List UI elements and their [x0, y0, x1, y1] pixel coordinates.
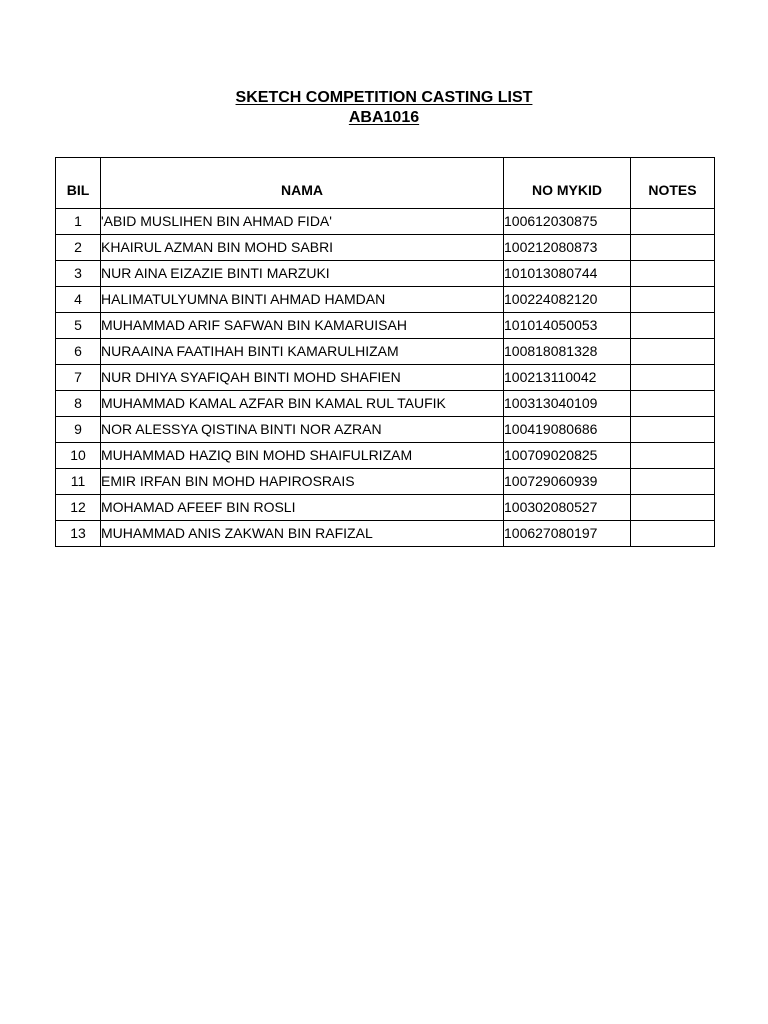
header-mykid: NO MYKID	[504, 158, 631, 209]
row-number-cell: 4	[56, 287, 101, 313]
row-number-cell: 6	[56, 339, 101, 365]
mykid-cell: 100224082120	[504, 287, 631, 313]
header-bil: BIL	[56, 158, 101, 209]
name-cell: MOHAMAD AFEEF BIN ROSLI	[101, 495, 504, 521]
casting-list-table	[55, 157, 715, 547]
mykid-cell: 100212080873	[504, 235, 631, 261]
row-number-cell: 10	[56, 443, 101, 469]
mykid-cell: 100302080527	[504, 495, 631, 521]
mykid-cell: 100313040109	[504, 391, 631, 417]
table-row	[56, 443, 715, 469]
mykid-cell: 100213110042	[504, 365, 631, 391]
name-cell: MUHAMMAD ANIS ZAKWAN BIN RAFIZAL	[101, 521, 504, 547]
table-row	[56, 209, 715, 235]
row-number-cell: 5	[56, 313, 101, 339]
table-row	[56, 521, 715, 547]
name-cell: NUR AINA EIZAZIE BINTI MARZUKI	[101, 261, 504, 287]
name-cell: NURAAINA FAATIHAH BINTI KAMARULHIZAM	[101, 339, 504, 365]
mykid-cell: 100709020825	[504, 443, 631, 469]
mykid-cell: 100729060939	[504, 469, 631, 495]
table-body	[56, 209, 715, 547]
row-number-cell: 13	[56, 521, 101, 547]
name-cell: 'ABID MUSLIHEN BIN AHMAD FIDA'	[101, 209, 504, 235]
table-row	[56, 495, 715, 521]
notes-cell	[631, 339, 715, 365]
document-title: SKETCH COMPETITION CASTING LIST	[235, 89, 533, 106]
table-row	[56, 365, 715, 391]
mykid-cell: 100627080197	[504, 521, 631, 547]
name-cell: HALIMATULYUMNA BINTI AHMAD HAMDAN	[101, 287, 504, 313]
table-row	[56, 469, 715, 495]
table-row	[56, 339, 715, 365]
row-number-cell: 2	[56, 235, 101, 261]
row-number-cell: 7	[56, 365, 101, 391]
mykid-cell: 100612030875	[504, 209, 631, 235]
header-nama: NAMA	[101, 158, 504, 209]
table-row	[56, 417, 715, 443]
table-header-row	[56, 158, 715, 209]
name-cell: KHAIRUL AZMAN BIN MOHD SABRI	[101, 235, 504, 261]
name-cell: MUHAMMAD KAMAL AZFAR BIN KAMAL RUL TAUFIK	[101, 391, 504, 417]
notes-cell	[631, 417, 715, 443]
mykid-cell: 100419080686	[504, 417, 631, 443]
table-row	[56, 261, 715, 287]
row-number-cell: 1	[56, 209, 101, 235]
notes-cell	[631, 469, 715, 495]
notes-cell	[631, 391, 715, 417]
row-number-cell: 3	[56, 261, 101, 287]
mykid-cell: 100818081328	[504, 339, 631, 365]
notes-cell	[631, 443, 715, 469]
row-number-cell: 12	[56, 495, 101, 521]
name-cell: MUHAMMAD ARIF SAFWAN BIN KAMARUISAH	[101, 313, 504, 339]
row-number-cell: 11	[56, 469, 101, 495]
notes-cell	[631, 235, 715, 261]
notes-cell	[631, 261, 715, 287]
notes-cell	[631, 313, 715, 339]
mykid-cell: 101013080744	[504, 261, 631, 287]
notes-cell	[631, 495, 715, 521]
document-header	[0, 88, 768, 128]
notes-cell	[631, 287, 715, 313]
row-number-cell: 9	[56, 417, 101, 443]
row-number-cell: 8	[56, 391, 101, 417]
name-cell: MUHAMMAD HAZIQ BIN MOHD SHAIFULRIZAM	[101, 443, 504, 469]
notes-cell	[631, 209, 715, 235]
mykid-cell: 101014050053	[504, 313, 631, 339]
table-row	[56, 313, 715, 339]
table-row	[56, 391, 715, 417]
notes-cell	[631, 521, 715, 547]
name-cell: NOR ALESSYA QISTINA BINTI NOR AZRAN	[101, 417, 504, 443]
header-notes: NOTES	[631, 158, 715, 209]
table-row	[56, 287, 715, 313]
table-row	[56, 235, 715, 261]
name-cell: NUR DHIYA SYAFIQAH BINTI MOHD SHAFIEN	[101, 365, 504, 391]
name-cell: EMIR IRFAN BIN MOHD HAPIROSRAIS	[101, 469, 504, 495]
document-subtitle: ABA1016	[348, 109, 420, 126]
notes-cell	[631, 365, 715, 391]
